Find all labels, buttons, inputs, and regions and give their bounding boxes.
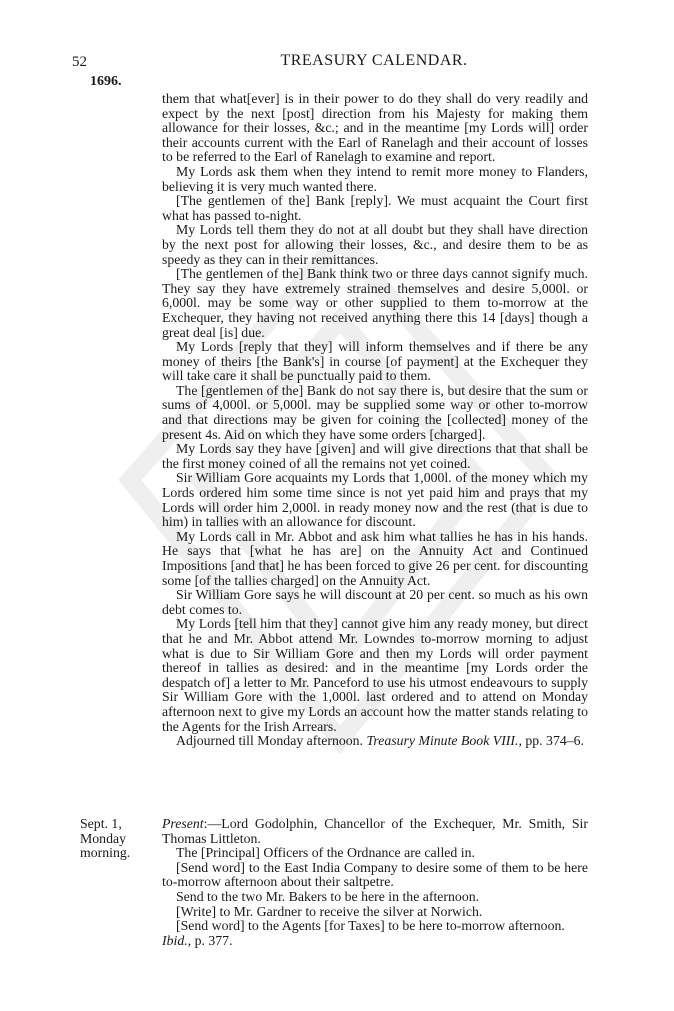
section-aug-minutes bbox=[162, 92, 588, 749]
margin-date-line: morning. bbox=[80, 845, 131, 861]
present-line bbox=[162, 817, 588, 846]
paragraph: Sir William Gore says he will discount at 20 per cent. so much as his own debt comes to. bbox=[162, 587, 588, 617]
citation-pages: pp. 374–6. bbox=[525, 733, 584, 749]
paragraph: My Lords ask them when they intend to remit more money to Flanders, believing it is very much wanted there. bbox=[162, 163, 588, 194]
present-label: Present bbox=[162, 816, 204, 831]
section-sept-1 bbox=[162, 817, 588, 948]
adjourned-text: Adjourned till Monday afternoon. bbox=[176, 733, 363, 749]
margin-date-line: Monday bbox=[80, 830, 126, 846]
paragraph: [The gentlemen of the] Bank [reply]. We must acquaint the Court first what has passed to-night. bbox=[162, 193, 588, 223]
paragraph: My Lords [reply that they] will inform themselves and if there be any money of theirs [the Bank's] in course [of payment] at the Exchequer they will take care it shall be punctually paid to them. bbox=[162, 339, 588, 384]
citation-source: Treasury Minute Book VIII., bbox=[366, 733, 522, 749]
running-head: TREASURY CALENDAR. bbox=[280, 52, 468, 69]
paragraph: [The gentlemen of the] Bank think two or three days cannot signify much. They say they have extremely strained themselves and desire 5,000l. or 6,000l. may be some way or other supplied to them to-morrow at the Exchequer, they having not received anything there this 14 [days] though a great deal [is] due. bbox=[162, 266, 588, 340]
ibid-line bbox=[162, 934, 588, 949]
paragraph: My Lords [tell him that they] cannot give him any ready money, but direct that he and Mr. Abbot attend Mr. Lowndes to-morrow morning to adjust what is due to Sir William Gore and then my Lords will order payment thereof in tallies as desired: and in the meantime [my Lords order the despatch of] a letter to Mr. Panceford to use his utmost endeavours to supply Sir William Gore with the 1,000l. last ordered and to attend on Monday afternoon next to give my Lords an account how the matter stands relating to the Agents for the Irish Arrears. bbox=[162, 616, 588, 734]
paragraph: [Send word] to the Agents [for Taxes] to be here to-morrow afternoon. bbox=[176, 918, 565, 934]
ibid-page: , p. 377. bbox=[187, 932, 233, 948]
paragraph: My Lords say they have [given] and will give directions that that shall be the first money coined of all the remains not yet coined. bbox=[162, 441, 588, 471]
ibid-label: Ibid. bbox=[162, 932, 188, 948]
paragraph: The [Principal] Officers of the Ordnance are called in. bbox=[176, 845, 475, 861]
paragraph: My Lords call in Mr. Abbot and ask him what tallies he has in his hands. He says that [what he has are] on the Annuity Act and Continued Impositions [and that] he has been forced to give 26 per cent. for discounting some [of the tallies charged] on the Annuity Act. bbox=[162, 528, 588, 588]
paragraph: Sir William Gore acquaints my Lords that 1,000l. of the money which my Lords ordered him some time since is not yet paid him and prays that my Lords will order him 2,000l. in ready money now and the rest (that is due to him) in tallies with an allowance for discount. bbox=[162, 470, 588, 530]
year-marginal: 1696. bbox=[90, 74, 122, 89]
paragraph: them that what[ever] is in their power to do they shall do very readily and expect by the next [post] direction from his Majesty for making them allowance for their losses, &c.; and in the meantime [my Lords will] order their accounts current with the Earl of Ranelagh and their account of losses to be referred to the Earl of Ranelagh to examine and report. bbox=[162, 91, 588, 165]
margin-date bbox=[80, 817, 154, 861]
paragraph: [Write] to Mr. Gardner to receive the silver at Norwich. bbox=[176, 903, 483, 919]
paragraph: The [gentlemen of the] Bank do not say there is, but desire that the sum or sums of 4,000l. or 5,000l. may be supplied some way or other to-morrow and that directions may be given for coining the [collected] money of the present 4s. Aid on which they have some orders [charged]. bbox=[162, 382, 588, 442]
page-number: 52 bbox=[72, 54, 87, 70]
margin-date-line: Sept. 1, bbox=[80, 816, 122, 831]
paragraph: My Lords tell them they do not at all doubt but they shall have direction by the next post for allowing their losses, &c., and desire them to be as speedy as they can in their remittances. bbox=[162, 222, 588, 267]
paragraph: Send to the two Mr. Bakers to be here in the afternoon. bbox=[176, 888, 480, 904]
present-text: :—Lord Godolphin, Chancellor of the Exchequer, Mr. Smith, Sir Thomas Littleton. bbox=[162, 816, 588, 846]
paragraph: [Send word] to the East India Company to desire some of them to be here to-morrow afternoon about their saltpetre. bbox=[162, 859, 588, 890]
adjourned-line bbox=[162, 734, 588, 749]
